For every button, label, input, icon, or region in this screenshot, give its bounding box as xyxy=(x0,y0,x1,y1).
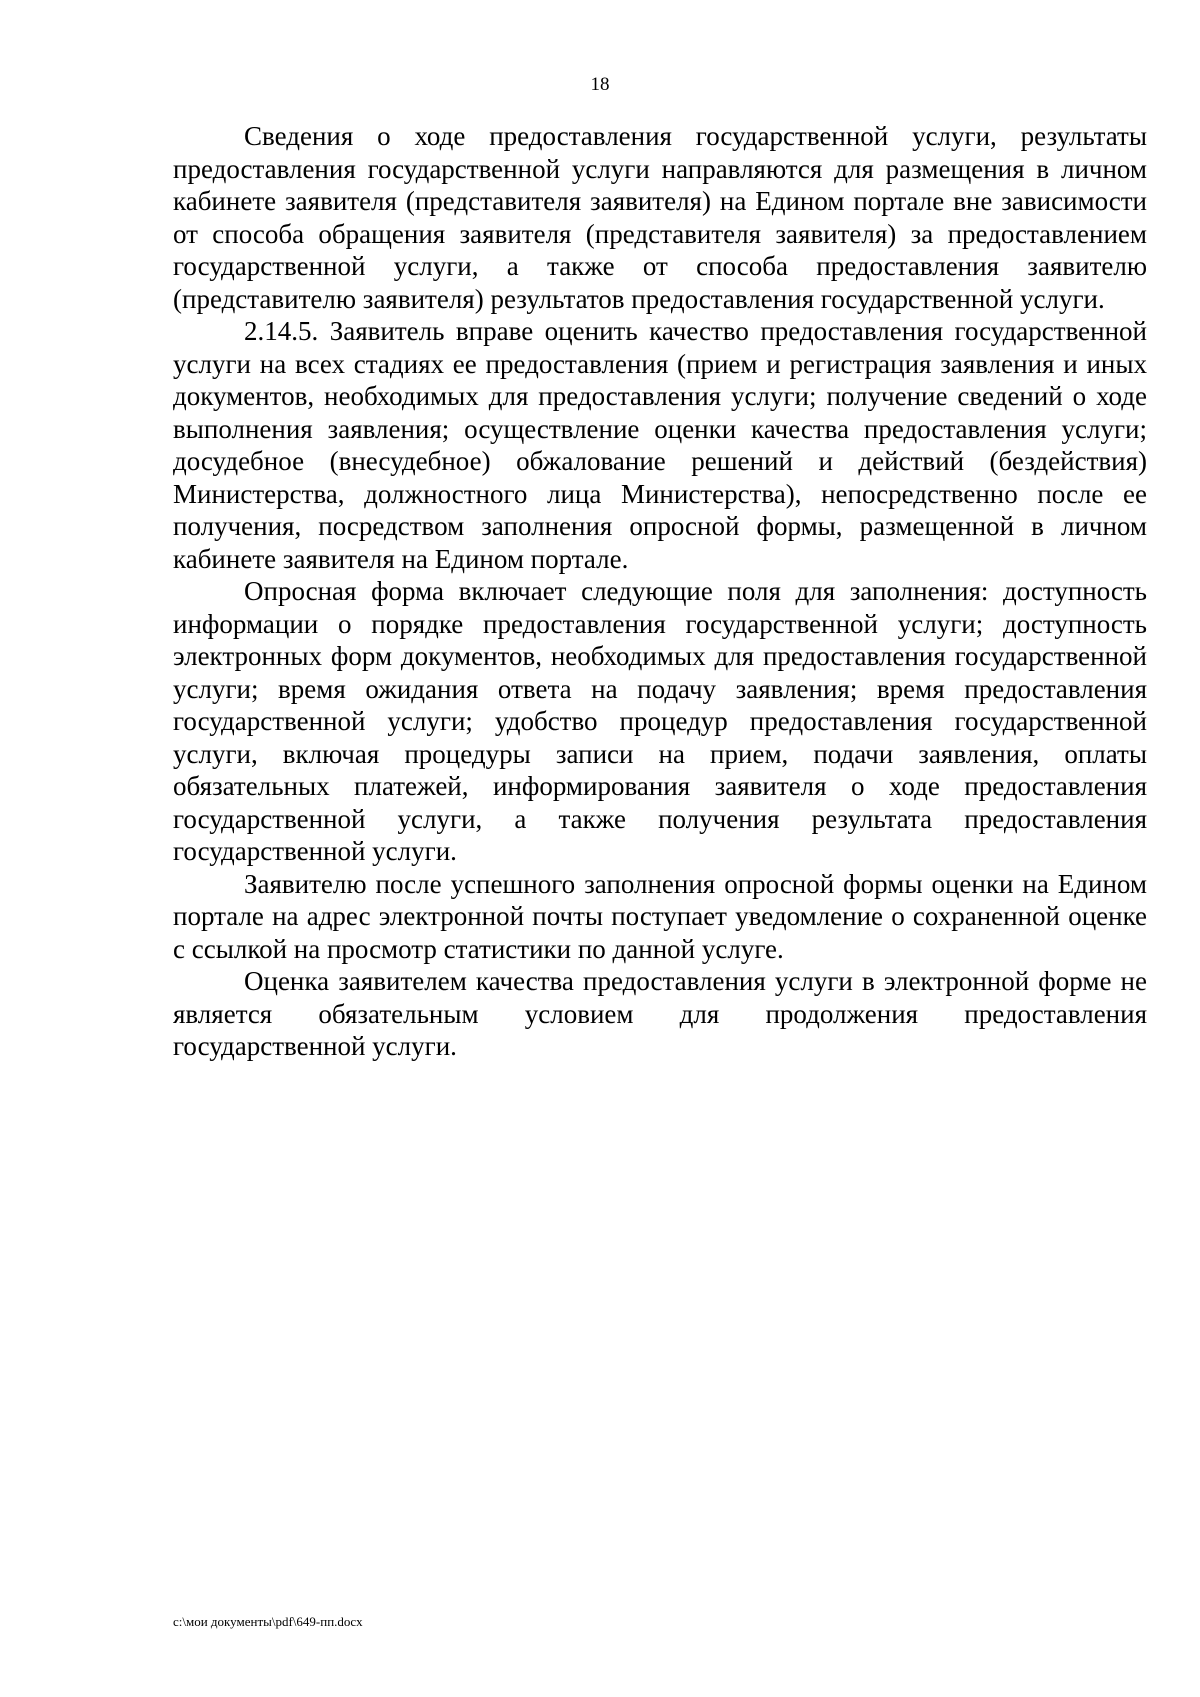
paragraph-progress-info: Сведения о ходе предоставления государственной услуги, результаты предоставления государственной услуги направляются для размещения в личном кабинете заявителя (представителя заявителя) на Едином портале вне зависимости от способа обращения заявителя (представителя заявителя) за предоставлением государственной услуги, а также от способа предоставления заявителю (представителю заявителя) результатов предоставления государственной услуги. xyxy=(173,121,1147,314)
document-body xyxy=(173,120,1147,1063)
paragraph-optional-assessment: Оценка заявителем качества предоставления услуги в электронной форме не является обязательным условием для продолжения предоставления государственной услуги. xyxy=(173,966,1147,1061)
page-number: 18 xyxy=(590,74,610,95)
paragraph-quality-assessment: 2.14.5. Заявитель вправе оценить качество предоставления государственной услуги на всех стадиях ее предоставления (прием и регистрация заявления и иных документов, необходимых для предоставления услуги; получение сведений о ходе выполнения заявления; осуществление оценки качества предоставления услуги; досудебное (внесудебное) обжалование решений и действий (бездействия) Министерства, должностного лица Министерства), непосредственно после ее получения, посредством заполнения опросной формы, размещенной в личном кабинете заявителя на Едином портале. xyxy=(173,316,1147,574)
footer-file-path: c:\мои документы\pdf\649-пп.docx xyxy=(173,1614,363,1629)
paragraph-notification: Заявителю после успешного заполнения опросной формы оценки на Едином портале на адрес электронной почты поступает уведомление о сохраненной оценке с ссылкой на просмотр статистики по данной услуге. xyxy=(173,868,1147,964)
paragraph-survey-form-fields: Опросная форма включает следующие поля для заполнения: доступность информации о порядке предоставления государственной услуги; доступность электронных форм документов, необходимых для предоставления государственной услуги; время ожидания ответа на подачу заявления; время предоставления государственной услуги; удобство процедур предоставления государственной услуги, включая процедуры записи на прием, подачи заявления, оплаты обязательных платежей, информирования заявителя о ходе предоставления государственной услуги, а также получения результата предоставления государственной услуги. xyxy=(173,576,1147,866)
